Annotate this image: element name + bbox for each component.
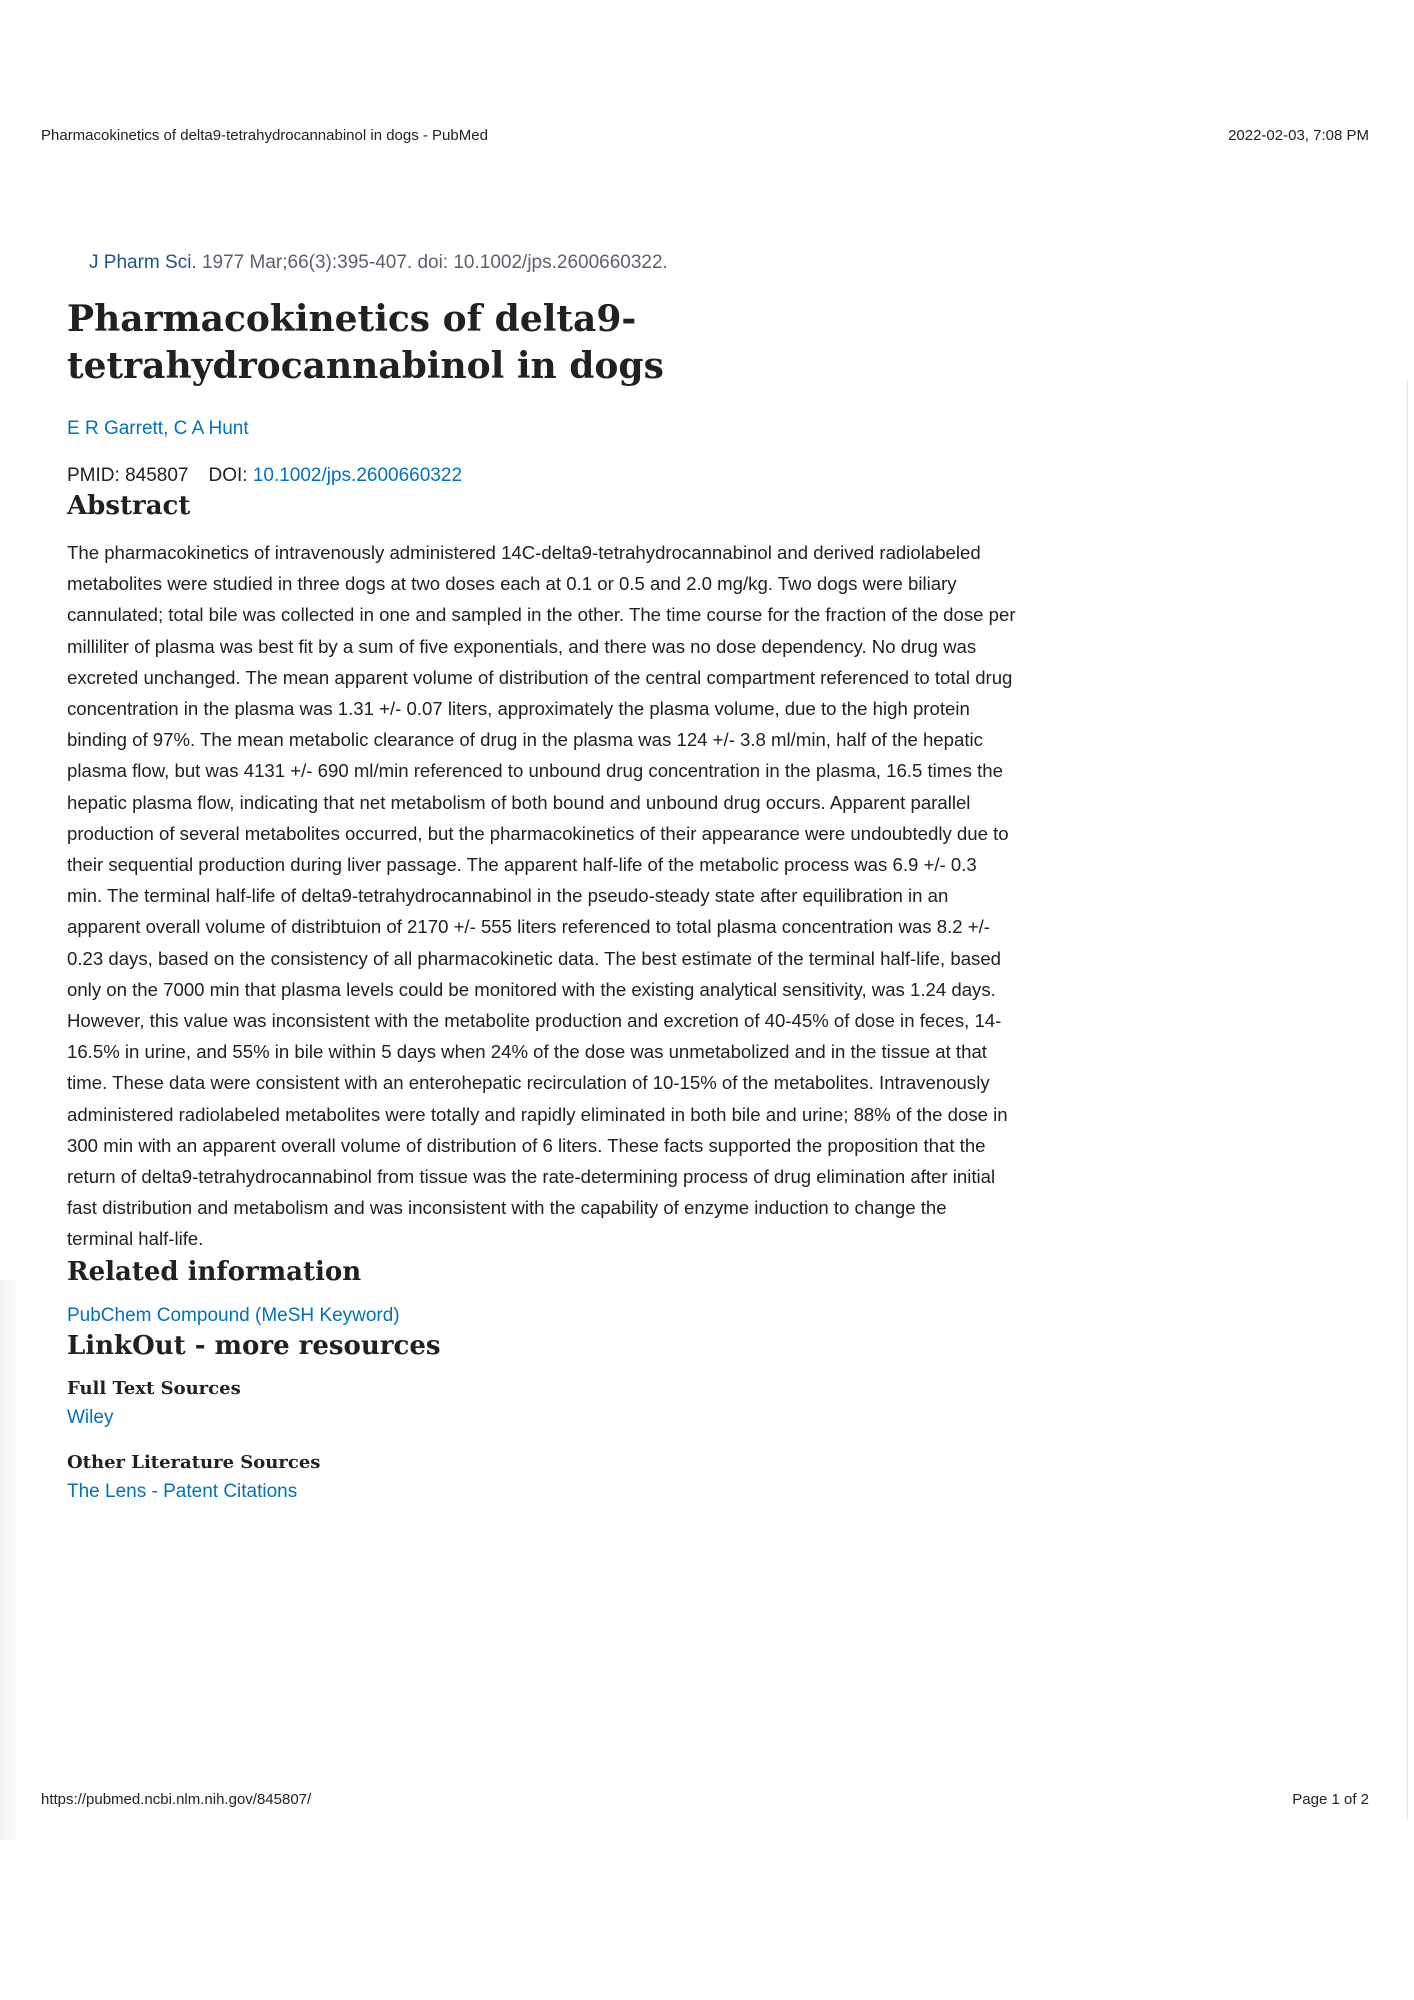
print-header-datetime: 2022-02-03, 7:08 PM — [1228, 127, 1369, 144]
full-text-sources-label: Full Text Sources — [67, 1377, 241, 1399]
page-edge-shadow — [0, 1280, 18, 1840]
journal-link[interactable]: J Pharm Sci. — [89, 252, 197, 273]
authors-list — [67, 416, 1007, 442]
pmid-value: 845807 — [125, 465, 189, 486]
pubchem-link[interactable]: PubChem Compound (MeSH Keyword) — [67, 1304, 400, 1326]
other-literature-sources-label: Other Literature Sources — [67, 1451, 321, 1473]
print-footer — [41, 1791, 1369, 1811]
related-heading: Related information — [67, 1256, 362, 1287]
citation-details: 1977 Mar;66(3):395-407. doi: 10.1002/jps.2600660322. — [196, 252, 668, 273]
pmid-label: PMID: — [67, 465, 126, 486]
abstract-text: The pharmacokinetics of intravenously administered 14C-delta9-tetrahydrocannabinol and derived radiolabeled metabolites were studied in three dogs at two doses each at 0.1 or 0.5 and 2.0 mg/kg. Two dogs were biliary cannulated; total bile was collected in one and sampled in the other. The time course for the fraction of the dose per milliliter of plasma was best fit by a sum of five exponentials, and there was no dose dependency. No drug was excreted unchanged. The mean apparent volume of distribution of the central compartment referenced to total drug concentration in the plasma was 1.31 +/- 0.07 liters, approximately the plasma volume, due to the high protein binding of 97%. The mean metabolic clearance of drug in the plasma was 124 +/- 3.8 ml/min, half of the hepatic plasma flow, but was 4131 +/- 690 ml/min referenced to unbound drug concentration in the plasma, 16.5 times the hepatic plasma flow, indicating that net metabolism of both bound and unbound drug occurs. Apparent parallel production of several metabolites occurred, but the pharmacokinetics of their appearance were undoubtedly due to their sequential production during liver passage. The apparent half-life of the metabolic process was 6.9 +/- 0.3 min. The terminal half-life of delta9-tetrahydrocannabinol in the pseudo-steady state after equilibration in an apparent overall volume of distribtuion of 2170 +/- 555 liters referenced to total plasma concentration was 8.2 +/- 0.23 days, based on the consistency of all pharmacokinetic data. The best estimate of the terminal half-life, based only on the 7000 min that plasma levels could be monitored with the existing analytical sensitivity, was 1.24 days. However, this value was inconsistent with the metabolite production and excretion of 40-45% of dose in feces, 14-16.5% in urine, and 55% in bile within 5 days when 24% of the dose was unmetabolized and in the tissue at that time. These data were consistent with an enterohepatic recirculation of 10-15% of the metabolites. Intravenously administered radiolabeled metabolites were totally and rapidly eliminated in both bile and urine; 88% of the dose in 300 min with an apparent overall volume of distribution of 6 liters. These facts supported the proposition that the return of delta9-tetrahydrocannabinol from tissue was the rate-determining process of drug elimination after initial fast distribution and metabolism and was inconsistent with the capability of enzyme induction to change the terminal half-life. — [67, 542, 1016, 1250]
citation — [89, 250, 1007, 276]
wiley-link[interactable]: Wiley — [67, 1406, 114, 1428]
article-identifiers — [67, 463, 1007, 489]
abstract-heading: Abstract — [67, 491, 191, 521]
authors-link[interactable]: E R Garrett, C A Hunt — [67, 418, 249, 439]
print-header — [41, 127, 1369, 147]
related-info — [67, 1303, 1007, 1329]
doi-label: DOI: — [208, 465, 253, 486]
full-text-source — [67, 1405, 1007, 1431]
other-literature-source — [67, 1479, 1007, 1505]
article-content — [67, 250, 1016, 1505]
doi-link[interactable]: 10.1002/jps.2600660322 — [252, 465, 463, 486]
print-header-title: Pharmacokinetics of delta9-tetrahydrocannabinol in dogs - PubMed — [41, 127, 488, 144]
page-edge-line — [1407, 380, 1408, 1820]
article-title: Pharmacokinetics of delta9-tetrahydrocannabinol in dogs — [67, 298, 664, 387]
linkout-heading: LinkOut - more resources — [67, 1330, 441, 1361]
lens-patent-link[interactable]: The Lens - Patent Citations — [67, 1480, 298, 1502]
print-footer-url: https://pubmed.ncbi.nlm.nih.gov/845807/ — [41, 1791, 312, 1808]
print-footer-page: Page 1 of 2 — [1292, 1791, 1369, 1808]
